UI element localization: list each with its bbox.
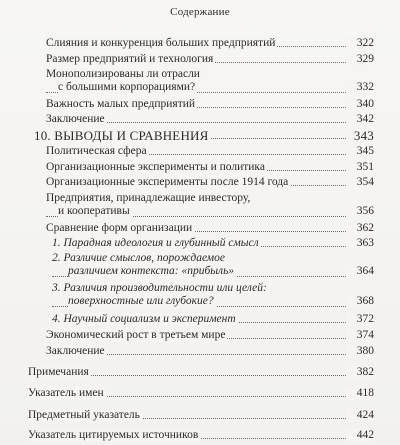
toc-entry: [46, 161, 374, 174]
toc-entry: [46, 53, 374, 66]
toc-entry-page: 342: [346, 113, 374, 126]
toc-entry: [46, 222, 374, 235]
toc-entry: [46, 176, 374, 189]
toc-entry-title: Сравнение форм организации: [46, 222, 193, 234]
toc-entry-title-continued: поверхностные или глубокие?: [68, 295, 214, 307]
toc-entry-title: Политическая сфера: [46, 145, 147, 157]
toc-entry-title: Монополизированы ли отрасли: [46, 68, 200, 80]
toc-entry-title: Заключение: [46, 113, 105, 125]
toc-entry-page: 424: [346, 409, 374, 422]
toc-entry: [46, 37, 374, 50]
toc-entry-page: 351: [346, 161, 374, 174]
toc-entry: [52, 252, 374, 280]
toc-entry-page: 442: [346, 429, 374, 442]
running-head: Содержание: [170, 6, 230, 18]
toc-entry-page: 368: [346, 295, 374, 308]
toc-entry: [46, 329, 374, 342]
toc-entry-title: Указатель цитируемых источников: [28, 429, 199, 441]
toc-entry-title: 3. Различия производительности или целей:: [52, 282, 267, 294]
toc-entry-page: 363: [346, 237, 374, 250]
toc-entry: [28, 387, 374, 400]
toc-entry-title: Примечания: [28, 366, 89, 378]
toc-entry-page: 380: [346, 345, 374, 358]
toc-entry-title: Размер предприятий и технология: [46, 53, 214, 65]
toc-entry: [46, 113, 374, 126]
toc-entry-page: 374: [346, 329, 374, 342]
toc-entry-page: 322: [346, 37, 374, 50]
toc-entry-page: 362: [346, 222, 374, 235]
toc-entry-title: 10. ВЫВОДЫ И СРАВНЕНИЯ: [34, 128, 209, 143]
toc-entry: [28, 429, 374, 442]
toc-entry-title: Слияния и конкуренция больших предприятий: [46, 37, 276, 49]
toc-entry-page: 364: [346, 265, 374, 278]
toc-chapter-heading: [34, 129, 374, 142]
toc-entry-title: Предприятия, принадлежащие инвестору,: [46, 192, 251, 204]
toc-entry-page: 340: [346, 98, 374, 111]
toc-entry-title: 4. Научный социализм и эксперимент: [52, 313, 236, 325]
toc-entry-page: 332: [346, 81, 374, 94]
toc-entry-page: 382: [346, 366, 374, 379]
toc-entry-title: 1. Парадная идеология и глубинный смысл: [52, 237, 259, 249]
toc-entry: [52, 282, 374, 310]
toc-entry-page: 354: [346, 176, 374, 189]
toc-entry-page: 372: [346, 313, 374, 326]
toc-entry: [46, 68, 374, 96]
toc-entry-page: 345: [346, 145, 374, 158]
toc-entry: [52, 237, 374, 250]
toc-entry: [46, 345, 374, 358]
toc-entry-title-continued: различием контекста: «прибыль»: [68, 265, 235, 277]
toc-entry: [52, 313, 374, 326]
toc-entry-title: Организационные эксперименты и политика: [46, 161, 265, 173]
toc-entry-page: 418: [346, 387, 374, 400]
toc-entry-title: Заключение: [46, 345, 105, 357]
toc-entry-title: Экономический рост в третьем мире: [46, 329, 226, 341]
toc-entry: [28, 409, 374, 422]
toc-entry-title: Указатель имен: [28, 387, 104, 399]
toc-entry: [46, 98, 374, 111]
toc-entry-title: Важность малых предприятий: [46, 98, 196, 110]
toc-entry-page: 329: [346, 53, 374, 66]
toc-entry: [46, 192, 374, 220]
toc-entry-page: 356: [346, 205, 374, 218]
toc-entry-title-continued: с большими корпорациями?: [58, 81, 196, 93]
toc-entry: [28, 366, 374, 379]
toc-entry-title: 2. Различие смыслов, порождаемое: [52, 252, 225, 264]
toc-entry-page: 343: [346, 129, 374, 142]
toc-entry-title: Организационные эксперименты после 1914 года: [46, 176, 289, 188]
toc-entry: [46, 145, 374, 158]
toc-entry-title: Предметный указатель: [28, 409, 140, 421]
toc-entry-title-continued: и кооперативы: [58, 205, 130, 217]
